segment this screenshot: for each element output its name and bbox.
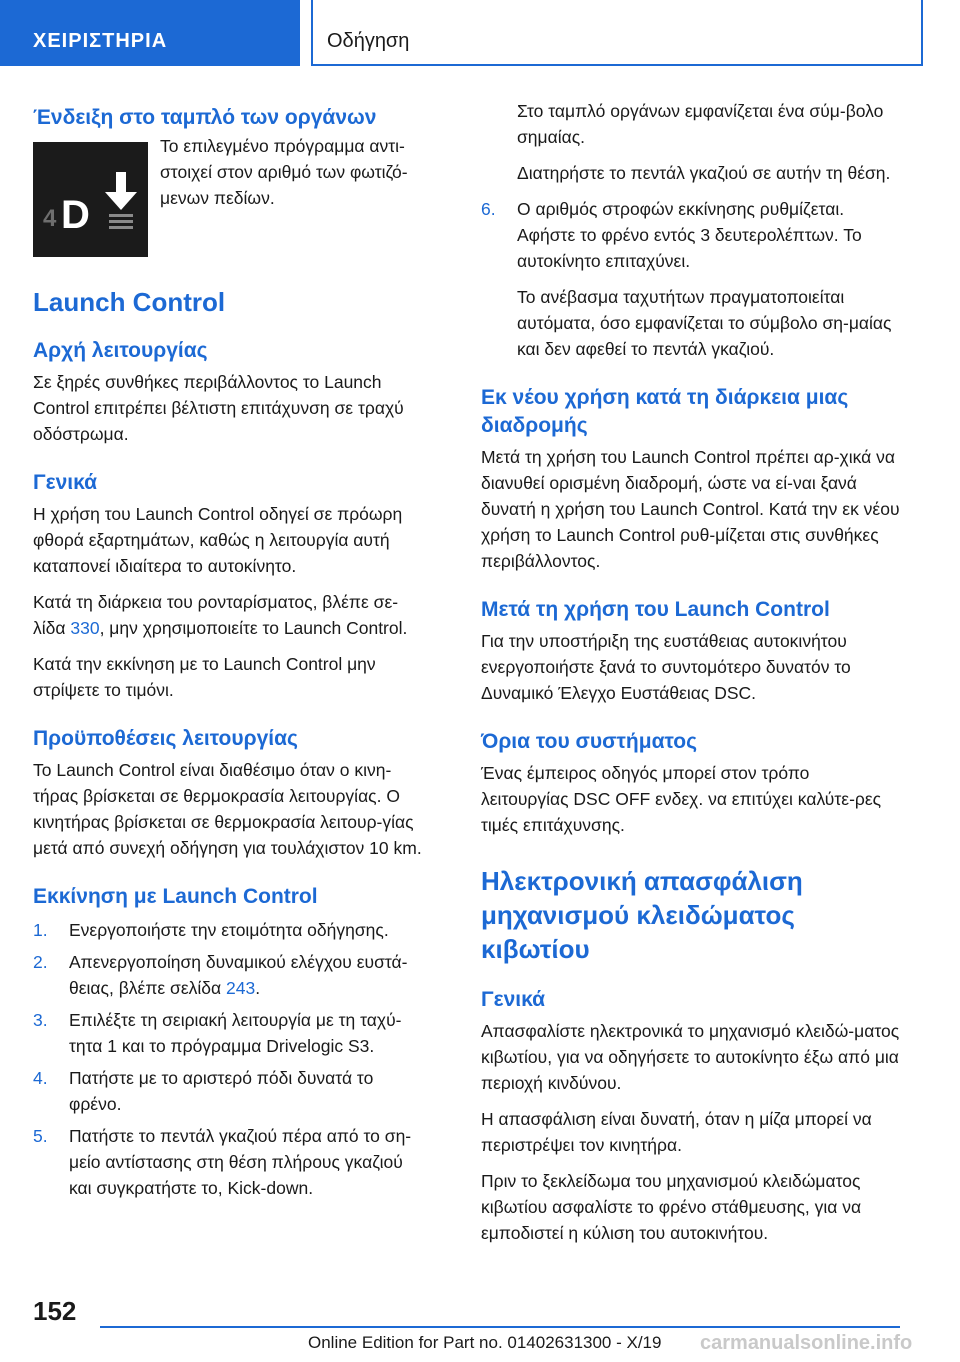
page-link-330[interactable]: 330 xyxy=(70,618,100,638)
list-item: 6. Ο αριθμός στροφών εκκίνησης ρυθμίζεται. Αφήστε το φρένο εντός 3 δευτερολέπτων. Το αυτοκίνητο επιταχύνει. xyxy=(481,199,862,271)
heading-general: Γενικά xyxy=(33,471,98,494)
footer-divider xyxy=(100,1326,900,1328)
page-title: Launch Control xyxy=(33,287,226,317)
heading-limits: Όρια του συστήματος xyxy=(481,730,698,753)
heading-start: Εκκίνηση με Launch Control xyxy=(33,885,318,908)
page-link-243[interactable]: 243 xyxy=(226,978,256,998)
general-p1: Η χρήση του Launch Control οδηγεί σε πρόωρη φθορά εξαρτημάτων, καθώς η λειτουργία αυτή καταπονεί ιδιαίτερα το αυτοκίνητο. xyxy=(33,504,403,576)
limits-text: Ένας έμπειρος οδηγός μπορεί στον τρόπο λειτουργίας DSC OFF ενδεχ. να επιτύχει καλύτε-ρες τιμές επιτάχυνσης. xyxy=(481,763,882,835)
list-item: 2. Απενεργοποίηση δυναμικού ελέγχου ευστά-θειας, βλέπε σελίδα 243. xyxy=(33,952,408,998)
steps-list xyxy=(33,917,428,1201)
right-column xyxy=(481,96,901,1246)
step5-continuation-2: Διατηρήστε το πεντάλ γκαζιού σε αυτήν τη θέση. xyxy=(517,163,891,183)
list-item: 5. Πατήστε το πεντάλ γκαζιού πέρα από το ση-μείο αντίστασης στη θέση πλήρους γκαζιού και συγκρατήστε το, Kick-down. xyxy=(33,1126,412,1198)
section-tab[interactable]: ΧΕΙΡΙΣΤΗΡΙΑ xyxy=(0,0,300,66)
list-item: 3. Επιλέξτε τη σειριακή λειτουργία με τη ταχύ-τητα 1 και το πρόγραμμα Drivelogic S3. xyxy=(33,1010,402,1056)
principle-text: Σε ξηρές συνθήκες περιβάλλοντος το Launch Control επιτρέπει βέλτιστη επιτάχυνση σε τραχύ οδόστρωμα. xyxy=(33,372,404,444)
unlock-p2: Η απασφάλιση είναι δυνατή, όταν η μίζα μπορεί να περιστρέψει τον κινητήρα. xyxy=(481,1109,872,1155)
prerequisites-text: Το Launch Control είναι διαθέσιμο όταν ο κινη-τήρας βρίσκεται σε θερμοκρασία λειτουργίας. Ο κινητήρας βρίσκεται σε θερμοκρασία λειτουρ-γίας μετά από συνεχή οδήγηση για τουλάχιστον 10 km. xyxy=(33,760,422,858)
page-header xyxy=(0,0,960,68)
step5-continuation-1: Στο ταμπλό οργάνων εμφανίζεται ένα σύμ-βολο σημαίας. xyxy=(517,101,884,147)
watermark: carmanualsonline.info xyxy=(700,1332,913,1354)
heading-indicator: Ένδειξη στο ταμπλό των οργάνων xyxy=(33,106,377,129)
heading-prerequisites: Προϋποθέσεις λειτουργίας xyxy=(33,727,298,750)
general-p2: Κατά τη διάρκεια του ρονταρίσματος, βλέπε σε-λίδα 330, μην χρησιμοποιείτε το Launch Control. xyxy=(33,592,408,638)
list-item: 1. Ενεργοποιήστε την ετοιμότητα οδήγησης. xyxy=(33,920,389,940)
edition-text: Online Edition for Part no. 01402631300 - X/19 xyxy=(308,1333,662,1352)
list-item: 4. Πατήστε με το αριστερό πόδι δυνατά το φρένο. xyxy=(33,1068,374,1114)
svg-text:D: D xyxy=(61,193,90,237)
general-p3: Κατά την εκκίνηση με το Launch Control μην στρίψετε το τιμόνι. xyxy=(33,654,376,700)
after-use-text: Για την υποστήριξη της ευστάθειας αυτοκινήτου ενεργοποιήστε ξανά το συντομότερο δυνατόν το Δυναμικό Έλεγχο Ευστάθειας DSC. xyxy=(481,631,851,703)
heading-reuse: Εκ νέου χρήση κατά τη διάρκεια μιας διαδρομής xyxy=(481,386,849,437)
step6-continuation: Το ανέβασμα ταχυτήτων πραγματοποιείται αυτόματα, όσο εμφανίζεται το σύμβολο ση-μαίας και δεν αφεθεί το πεντάλ γκαζιού. xyxy=(517,287,892,359)
heading-principle: Αρχή λειτουργίας xyxy=(33,339,208,362)
indicator-row xyxy=(33,136,428,257)
unlock-p1: Απασφαλίστε ηλεκτρονικά το μηχανισμό κλειδώ-ματος κιβωτίου, για να οδηγήσετε το αυτοκίνητο έξω από μια περιοχή κινδύνου. xyxy=(481,1021,900,1093)
steps-list-continued xyxy=(481,196,901,274)
heading-electronic-unlock: Ηλεκτρονική απασφάλιση μηχανισμού κλειδώματος κιβωτίου xyxy=(481,866,803,964)
unlock-p3: Πριν το ξεκλείδωμα του μηχανισμού κλειδώματος κιβωτίου ασφαλίστε το φρένο στάθμευσης, για να εμποδιστεί η κύλιση του αυτοκινήτου. xyxy=(481,1171,862,1243)
chapter-title: Οδήγηση xyxy=(311,0,923,66)
svg-text:4: 4 xyxy=(43,205,57,232)
drivelogic-indicator-icon xyxy=(33,142,148,257)
heading-general-2: Γενικά xyxy=(481,988,546,1011)
left-column xyxy=(33,96,428,1201)
page-number: 152 xyxy=(33,1296,77,1326)
reuse-text: Μετά τη χρήση του Launch Control πρέπει αρ-χικά να διανυθεί ορισμένη διαδρομή, ώστε να εί-ναι ξανά δυνατή η χρήση του Launch Control. Κατά την εκ νέου χρήση το Launch Control ρυθ-μίζεται στις συνθήκες περιβάλλοντος. xyxy=(481,447,900,571)
indicator-text: Το επιλεγμένο πρόγραμμα αντι-στοιχεί στον αριθμό των φωτιζό-μενων πεδίων. xyxy=(160,136,408,208)
heading-after-use: Μετά τη χρήση του Launch Control xyxy=(481,598,830,621)
